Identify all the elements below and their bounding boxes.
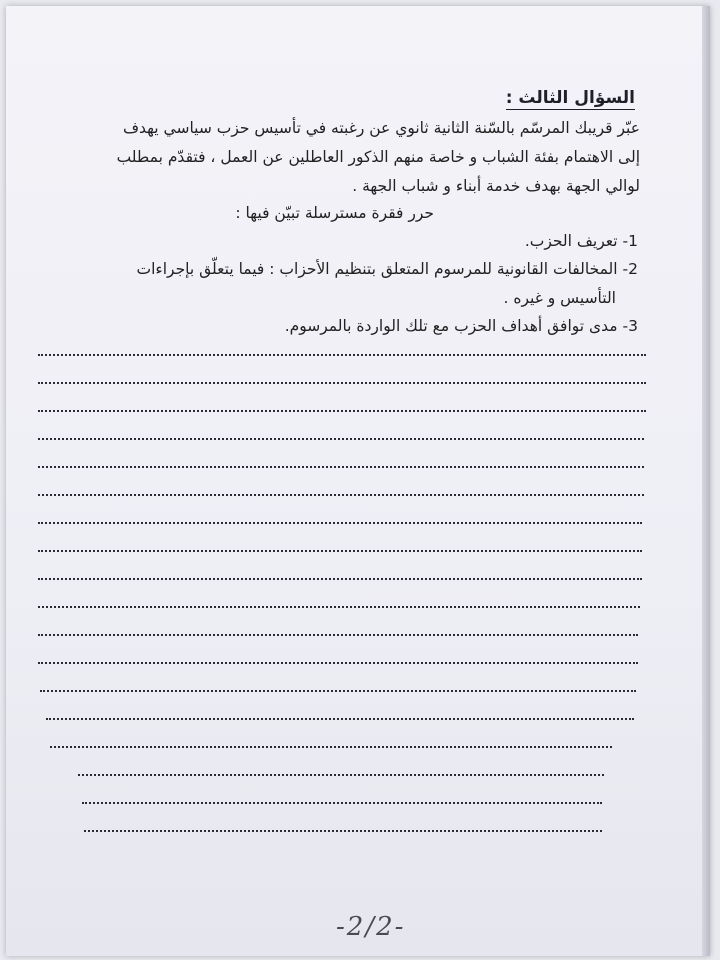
answer-line[interactable]: [46, 718, 634, 720]
answer-line[interactable]: [38, 494, 644, 496]
answer-line[interactable]: [40, 690, 636, 692]
answer-line[interactable]: [82, 802, 602, 804]
item-2-continuation: التأسيس و غيره .: [503, 289, 616, 307]
paragraph-line: إلى الاهتمام بفئة الشباب و خاصة منهم الذكور العاطلين عن العمل ، فتقدّم بمطلب: [116, 148, 640, 166]
question-paragraph: [80, 114, 640, 201]
paragraph-line: عبّر قريبك المرسّم بالسّنة الثانية ثانوي عن رغبته في تأسيس حزب سياسي يهدف: [122, 119, 640, 137]
item-text: مدى توافق أهداف الحزب مع تلك الواردة بالمرسوم.: [284, 317, 618, 335]
answer-line[interactable]: [38, 550, 642, 552]
item-1: [525, 232, 638, 250]
item-number: 1-: [622, 232, 638, 250]
item-number: 3-: [622, 317, 638, 335]
instruction-text: حرر فقرة مسترسلة تبيّن فيها :: [235, 204, 434, 222]
answer-line[interactable]: [38, 662, 638, 664]
answer-line[interactable]: [38, 438, 644, 440]
answer-line[interactable]: [84, 830, 602, 832]
answer-line[interactable]: [38, 382, 646, 384]
item-2: [137, 260, 638, 278]
item-text: تعريف الحزب.: [524, 232, 618, 250]
question-title: السؤال الثالث :: [505, 88, 635, 108]
page-edge: [702, 6, 710, 956]
answer-line[interactable]: [38, 634, 638, 636]
paragraph-line: لوالي الجهة بهدف خدمة أبناء و شباب الجهة .: [352, 177, 640, 195]
answer-line[interactable]: [38, 578, 642, 580]
answer-line[interactable]: [38, 466, 644, 468]
answer-line[interactable]: [38, 522, 642, 524]
item-number: 2-: [622, 260, 638, 278]
answer-line[interactable]: [38, 410, 646, 412]
item-text: المخالفات القانونية للمرسوم المتعلق بتنظيم الأحزاب : فيما يتعلّق بإجراءات: [136, 260, 618, 278]
answer-line[interactable]: [50, 746, 612, 748]
exam-page: [6, 6, 710, 956]
page-number: -2/2-: [336, 912, 406, 942]
answer-line[interactable]: [78, 774, 604, 776]
answer-line[interactable]: [38, 354, 646, 356]
item-3: [285, 317, 638, 335]
answer-line[interactable]: [38, 606, 640, 608]
